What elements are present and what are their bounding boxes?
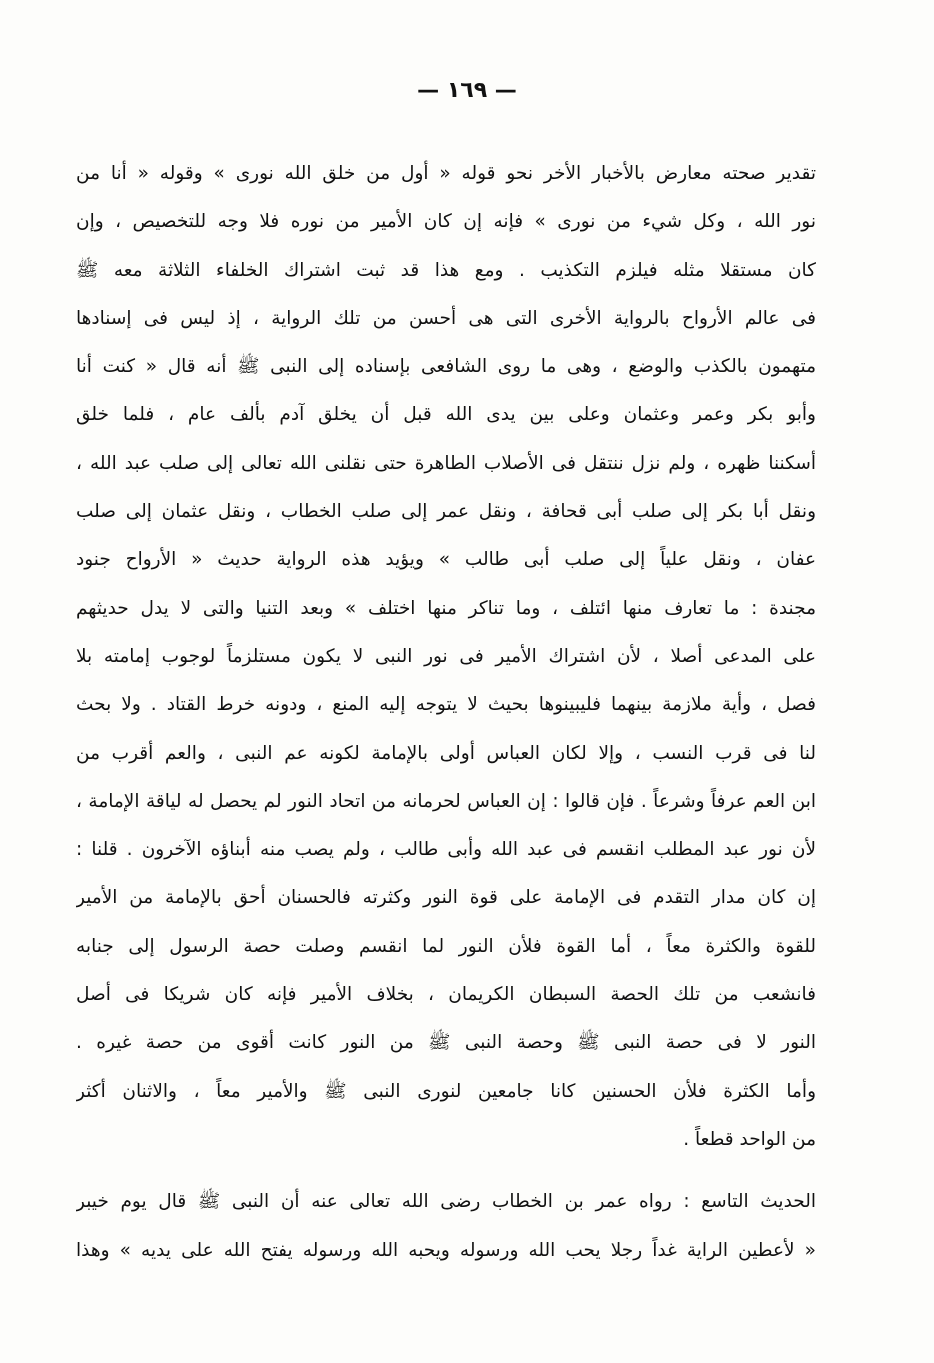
page-number: — ١٦٩ — — [417, 78, 517, 103]
paragraph-1 — [76, 150, 816, 1164]
text-line: الحديث التاسع : رواه عمر بن الخطاب رضى الله تعالى عنه أن النبى ﷺ قال يوم خيبر — [76, 1191, 816, 1213]
text-line: كان مستقلا مثله فيلزم التكذيب . ومع هذا قد ثبت اشتراك الخلفاء الثلاثة معه ﷺ — [76, 259, 816, 281]
body-text — [76, 150, 816, 1275]
text-line: على المدعى أصلا ، لأن اشتراك الأمير فى نور النبى لا يكون مستلزماً لوجوب إمامته بلا — [76, 645, 816, 667]
text-line: من الواحد قطعاً . — [683, 1128, 816, 1150]
text-line: فصل ، وأية ملازمة بينهما فليبينوها بحيث لا يتوجه إليه المنع ، ودونه خرط القتاد . ولا بحث — [76, 694, 816, 716]
text-line: فانشعب من تلك الحصة السبطان الكريمان ، بخلاف الأمير فإنه كان شريكا فى أصل — [76, 984, 816, 1006]
text-line: وأبو بكر وعمر وعثمان وعلى بين يدى الله قبل أن يخلق آدم بألف عام ، فلما خلق — [76, 404, 816, 426]
text-line: تقدير صحته معارض بالأخبار الأخر نحو قوله « أول من خلق الله نورى » وقوله « أنا من — [76, 163, 816, 184]
text-line: مجندة : ما تعارف منها ائتلف ، وما تناكر منها اختلف » وبعد التنيا والتى لا يدل حديثهم — [76, 597, 816, 619]
text-line: عفان ، ونقل علياً إلى صلب أبى طالب » ويؤيد هذه الرواية حديث « الأرواح جنود — [76, 549, 816, 571]
text-line: فى عالم الأرواح بالرواية الأخرى التى هى أحسن من تلك الرواية ، إذ ليس فى إسنادها — [76, 307, 816, 329]
text-line: ونقل أبا بكر إلى صلب أبى قحافة ، ونقل عمر إلى صلب الخطاب ، ونقل عثمان إلى صلب — [76, 501, 816, 523]
text-line: ابن العم عرفاً وشرعاً . فإن قالوا : إن العباس لحرمانه من اتحاد النور لم يحصل له لياقة الإمامة ، — [76, 790, 816, 812]
paragraph-spacer — [76, 1164, 816, 1178]
text-line: « لأعطين الراية غداً رجلا يحب الله ورسوله ويحبه الله ورسوله يفتح الله على يديه » وهذا — [76, 1239, 816, 1261]
text-line: نور الله ، وكل شيء من نورى » فإنه إن كان الأمير من نوره فلا وجه للتخصيص ، وإن — [76, 211, 816, 233]
text-line: لأن نور عبد المطلب انقسم فى عبد الله وأبى طالب ، ولم يصب منه أبناؤه الآخرون . قلنا : — [76, 839, 816, 861]
text-line: متهمون بالكذب والوضع ، وهى ما روى الشافعى بإسناده إلى النبى ﷺ أنه قال « كنت أنا — [76, 356, 816, 378]
text-line: لنا فى قرب النسب ، وإلا لكان العباس أولى بالإمامة لكونه عم النبى ، والعم أقرب من — [76, 742, 816, 764]
text-line: أسكننا ظهره ، ولم نزل ننتقل فى الأصلاب الطاهرة حتى نقلنى الله تعالى إلى صلب عبد الله ، — [76, 452, 816, 474]
text-line: النور لا فى حصة النبى ﷺ وحصة النبى ﷺ من النور كانت أقوى من حصة غيره . — [76, 1032, 816, 1054]
text-line: إن كان مدار التقدم فى الإمامة على قوة النور وكثرته فالحسنان أحق بالإمامة من الأمير — [76, 887, 816, 909]
text-line: وأما الكثرة فلأن الحسنين كانا جامعين لنورى النبى ﷺ والأمير معاً ، والاثنان أكثر — [76, 1080, 816, 1102]
paragraph-2 — [76, 1178, 816, 1275]
text-line: للقوة والكثرة معاً ، أما القوة فلأن النور لما انقسم وصلت حصة الرسول إلى جنابه — [76, 935, 816, 957]
